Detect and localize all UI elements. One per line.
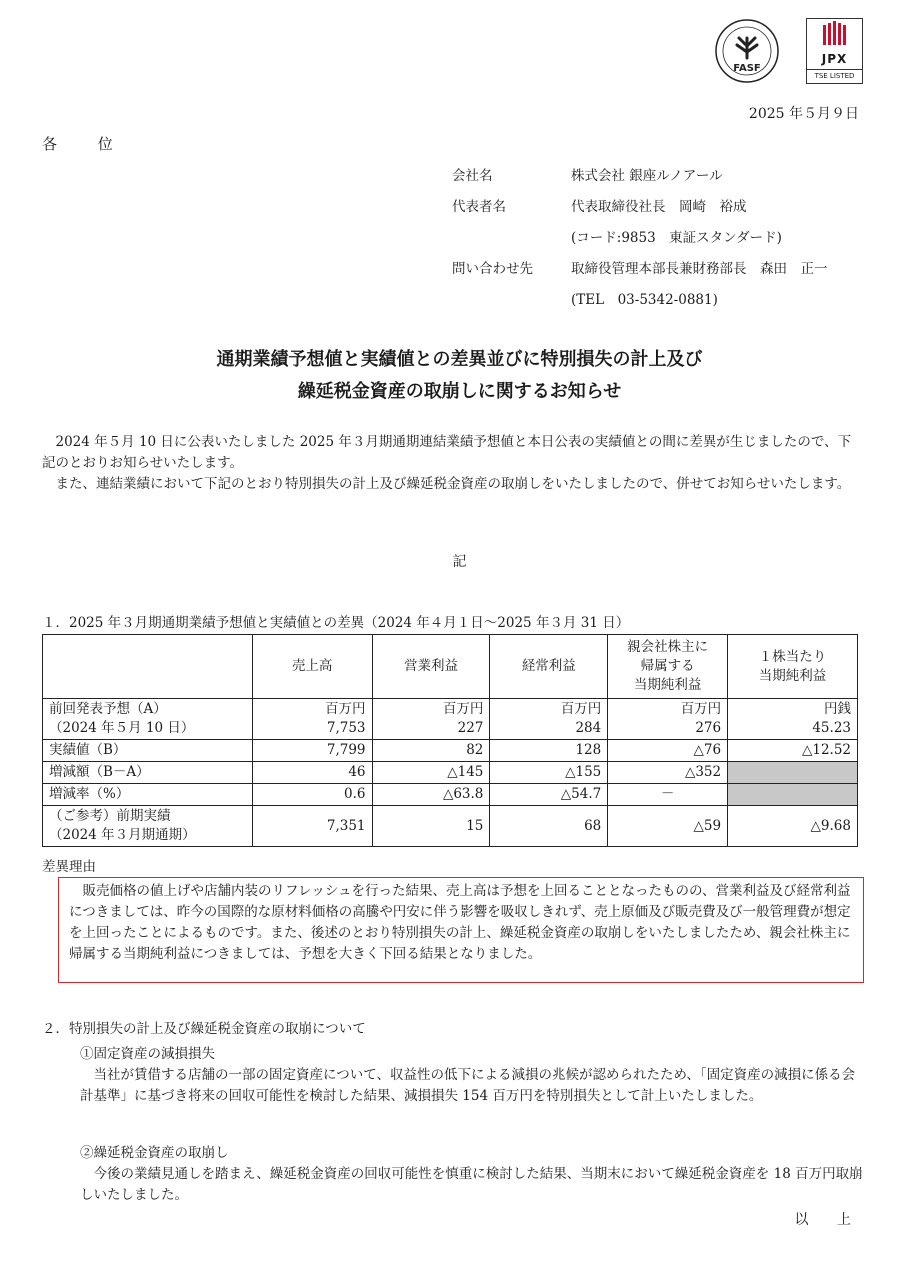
table-row-prior: [43, 806, 858, 847]
header-eps-l1: １株当たり: [758, 648, 827, 665]
ki-heading: 記: [452, 554, 467, 570]
cell-diff-eps-blank: [728, 762, 858, 784]
item1-title: ①固定資産の減損損失: [80, 1046, 215, 1062]
title-line-2: 繰延税金資産の取崩しに関するお知らせ: [297, 381, 622, 402]
table-header-row: [43, 635, 858, 699]
value: 45.23: [812, 720, 851, 736]
cell-actual-net: △76: [608, 740, 728, 762]
cell-forecast-sales: [252, 699, 372, 740]
table-row-rate: [43, 784, 858, 806]
intro-paragraph-2: また、連結業績において下記のとおり特別損失の計上及び繰延税金資産の取崩しをいたしましたので、併せてお知らせいたします。: [42, 476, 851, 492]
cell-diff-net: △352: [608, 762, 728, 784]
contact-phone: (TEL 03-5342-0881): [571, 292, 718, 308]
header-net-l2: 帰属する: [640, 658, 695, 674]
item2-text: 今後の業績見通しを踏まえ、繰延税金資産の回収可能性を慎重に検討した結果、当期末において繰延税金資産を 18 百万円取崩しいたしました。: [80, 1166, 863, 1203]
cell-forecast-eps: [728, 699, 858, 740]
forecast-label-1: 前回発表予想（A）: [49, 701, 167, 717]
section2-heading: ２．特別損失の計上及び繰延税金資産の取崩について: [42, 1021, 366, 1037]
prior-label-2: （2024 年３月期通期）: [49, 827, 196, 843]
table-row-forecast: [43, 699, 858, 740]
jpx-logo: [806, 18, 863, 84]
cell-actual-op: 82: [372, 740, 490, 762]
representative: 代表取締役社長 岡崎 裕成: [571, 199, 747, 215]
item2-title: ②繰延税金資産の取崩し: [80, 1145, 229, 1161]
row-label-rate: 増減率（%）: [43, 784, 253, 806]
contact-label: 問い合わせ先: [452, 261, 533, 277]
header-operating-profit: 営業利益: [372, 635, 490, 699]
cell-actual-sales: 7,799: [252, 740, 372, 762]
title-line-1: 通期業績予想値と実績値との差異並びに特別損失の計上及び: [216, 349, 703, 370]
company-name-label: 会社名: [452, 168, 493, 184]
fasf-text: FASF: [733, 63, 761, 74]
row-label-prior: [43, 806, 253, 847]
prior-label-1: （ご参考）前期実績: [49, 808, 171, 824]
cell-diff-ord: △155: [490, 762, 608, 784]
contact-person: 取締役管理本部長兼財務部長 森田 正一: [571, 261, 828, 277]
header-eps: [728, 635, 858, 699]
header-blank: [43, 635, 253, 699]
forecast-table: [42, 634, 858, 847]
header-ordinary-profit: 経常利益: [490, 635, 608, 699]
cell-rate-ord: △54.7: [490, 784, 608, 806]
unit: 百万円: [680, 701, 722, 717]
cell-rate-net: －: [608, 784, 728, 806]
closing-mark: 以 上: [794, 1212, 863, 1228]
cell-forecast-ord: [490, 699, 608, 740]
header-net-profit: [608, 635, 728, 699]
fasf-logo: [714, 18, 780, 84]
forecast-label-2: （2024 年５月 10 日）: [49, 720, 195, 736]
jpx-listed-text: TSE LISTED: [807, 69, 862, 80]
table-row-diff: [43, 762, 858, 784]
unit: 百万円: [325, 701, 366, 717]
jpx-text: JPX: [821, 52, 848, 66]
cell-forecast-net: [608, 699, 728, 740]
header-eps-l2: 当期純利益: [758, 667, 827, 684]
company-name: 株式会社 銀座ルノアール: [571, 168, 723, 184]
value: 276: [695, 720, 722, 736]
unit: 百万円: [442, 701, 484, 717]
row-label-actual: 実績値（B）: [43, 740, 253, 762]
value: 284: [575, 720, 602, 736]
cell-prior-eps: △9.68: [728, 806, 858, 847]
cell-rate-op: △63.8: [372, 784, 490, 806]
cell-actual-eps: △12.52: [728, 740, 858, 762]
document-date: 2025 年５月９日: [748, 106, 859, 122]
intro-paragraph-1: 2024 年５月 10 日に公表いたしました 2025 年３月期通期連結業績予想値と本日公表の実績値との間に差異が生じましたので、下記のとおりお知らせいたします。: [42, 434, 852, 471]
reason-box: 販売価格の値上げや店舗内装のリフレッシュを行った結果、売上高は予想を上回ることとなったものの、営業利益及び経常利益につきましては、昨今の国際的な原材料価格の高騰や円安に伴う影響を吸収しきれず、売上原価及び販売費及び一般管理費が想定を上回ったことによるものです。また、後述のとおり特別損失の計上、繰延税金資産の取崩しをいたしましたため、親会社株主に帰属する当期純利益につきましては、予想を大きく下回る結果となりました。: [58, 877, 864, 983]
cell-rate-sales: 0.6: [252, 784, 372, 806]
header-sales: 売上高: [252, 635, 372, 699]
stock-code: (コード:9853 東証スタンダード): [571, 230, 782, 246]
reason-label: 差異理由: [42, 859, 96, 875]
item1-text: 当社が賃借する店舗の一部の固定資産について、収益性の低下による減損の兆候が認められたため、「固定資産の減損に係る会計基準」に基づき将来の回収可能性を検討した結果、減損損失 154 百万円を特別損失として計上いたしました。: [80, 1067, 856, 1104]
cell-prior-sales: 7,351: [252, 806, 372, 847]
cell-rate-eps-blank: [728, 784, 858, 806]
cell-prior-ord: 68: [490, 806, 608, 847]
cell-forecast-op: [372, 699, 490, 740]
header-net-l3: 当期純利益: [633, 677, 702, 693]
cell-actual-ord: 128: [490, 740, 608, 762]
table-row-actual: [43, 740, 858, 762]
cell-prior-op: 15: [372, 806, 490, 847]
value: 227: [457, 720, 484, 736]
unit: 百万円: [560, 701, 602, 717]
section1-heading: １．2025 年３月期通期業績予想値と実績値との差異（2024 年４月１日～2025 年３月 31 日）: [42, 615, 630, 631]
row-label-forecast: [43, 699, 253, 740]
representative-label: 代表者名: [452, 199, 506, 215]
cell-prior-net: △59: [608, 806, 728, 847]
header-net-l1: 親会社株主に: [627, 639, 709, 655]
value: 7,753: [326, 720, 366, 736]
row-label-diff: 増減額（B－A）: [43, 762, 253, 784]
cell-diff-sales: 46: [252, 762, 372, 784]
addressee: 各 位: [42, 135, 131, 153]
unit: 円銭: [824, 701, 851, 717]
cell-diff-op: △145: [372, 762, 490, 784]
